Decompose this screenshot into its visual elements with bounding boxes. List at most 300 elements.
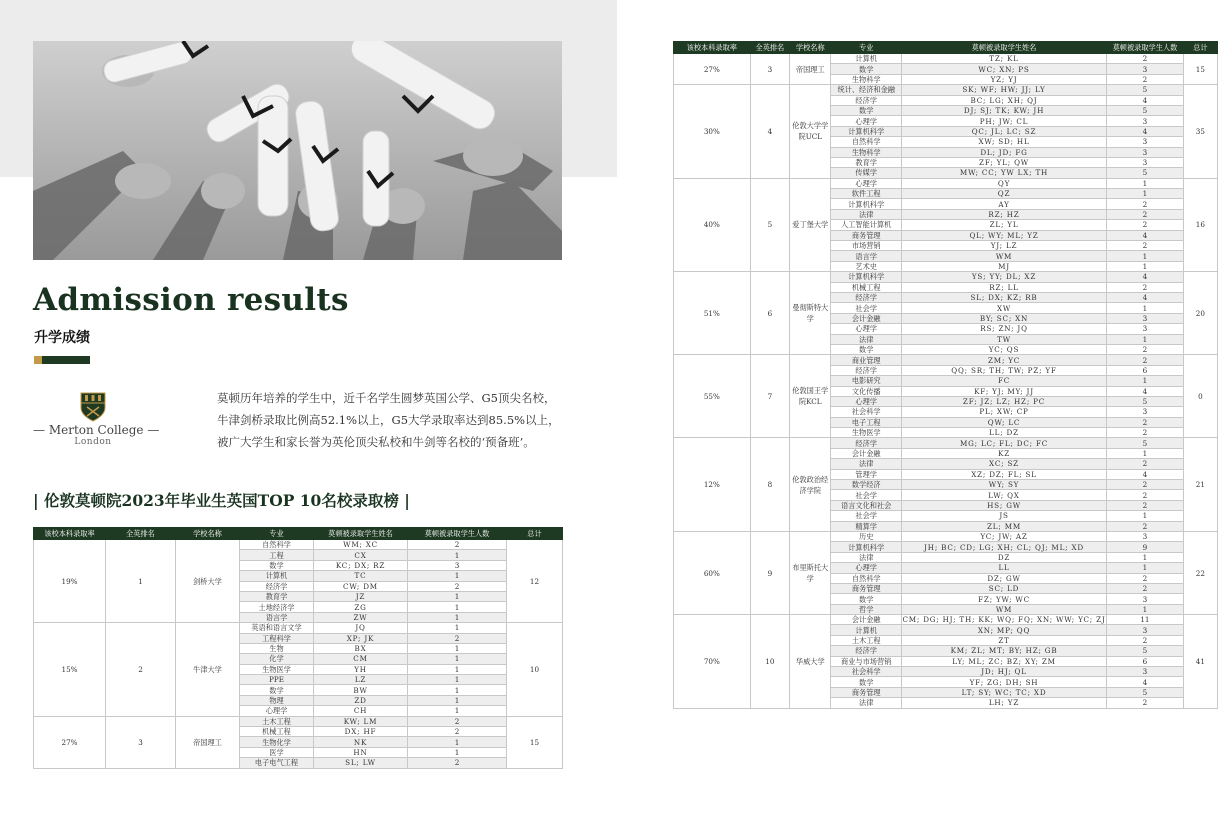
student-names-cell: SL; DX; KZ; RB	[901, 292, 1106, 302]
column-header: 莫顿被录取学生姓名	[314, 528, 408, 540]
school-rate-cell: 15%	[34, 623, 106, 717]
student-names-cell: RS; ZN; JQ	[901, 324, 1106, 334]
student-names-cell: LL; DZ	[901, 428, 1106, 438]
school-total-cell: 16	[1183, 178, 1217, 272]
student-names-cell: LZ	[314, 675, 408, 685]
student-count-cell: 1	[408, 550, 507, 560]
student-count-cell: 2	[408, 758, 507, 768]
column-header: 全英排名	[106, 528, 176, 540]
major-cell: 商务管理	[831, 230, 901, 240]
major-cell: 经济学	[831, 365, 901, 375]
major-cell: 法律	[831, 552, 901, 562]
student-count-cell: 3	[1107, 324, 1184, 334]
table-row	[34, 540, 563, 550]
school-school-cell: 布里斯托大学	[790, 531, 831, 614]
major-cell: 会计金融	[831, 615, 901, 625]
school-rate-cell: 51%	[674, 272, 751, 355]
major-cell: 教育学	[831, 157, 901, 167]
major-cell: PPE	[240, 675, 314, 685]
student-names-cell: ZF; JZ; LZ; HZ; PC	[901, 396, 1106, 406]
major-cell: 社会学	[831, 303, 901, 313]
student-count-cell: 2	[1107, 220, 1184, 230]
table-header-row	[34, 528, 563, 540]
student-count-cell: 1	[408, 706, 507, 716]
student-names-cell: BY; SC; XN	[901, 313, 1106, 323]
major-cell: 商务管理	[831, 583, 901, 593]
student-count-cell: 1	[1107, 376, 1184, 386]
school-rank-cell: 7	[750, 355, 789, 438]
major-cell: 化学	[240, 654, 314, 664]
student-names-cell: LH; YZ	[901, 698, 1106, 708]
school-rank-cell: 9	[750, 531, 789, 614]
school-rate-cell: 12%	[674, 438, 751, 532]
student-count-cell: 2	[1107, 459, 1184, 469]
student-count-cell: 2	[1107, 282, 1184, 292]
student-count-cell: 4	[1107, 292, 1184, 302]
student-count-cell: 1	[408, 612, 507, 622]
logo-name-text: Merton College	[48, 423, 144, 437]
table-body	[674, 54, 1218, 709]
major-cell: 数学	[831, 105, 901, 115]
student-count-cell: 5	[1107, 646, 1184, 656]
student-names-cell: MJ	[901, 261, 1106, 271]
table-row	[674, 438, 1218, 448]
column-header: 全英排名	[750, 42, 789, 54]
major-cell: 生物医学	[240, 664, 314, 674]
student-count-cell: 3	[408, 560, 507, 570]
student-count-cell: 1	[408, 747, 507, 757]
page-title: Admission results	[33, 282, 349, 318]
table-row	[674, 85, 1218, 95]
student-count-cell: 2	[1107, 635, 1184, 645]
student-count-cell: 3	[1107, 64, 1184, 74]
school-total-cell: 12	[507, 540, 563, 623]
student-names-cell: QQ; SR; TH; TW; PZ; YF	[901, 365, 1106, 375]
student-count-cell: 1	[1107, 189, 1184, 199]
column-header: 专业	[240, 528, 314, 540]
student-count-cell: 3	[1107, 625, 1184, 635]
student-names-cell: HS; GW	[901, 500, 1106, 510]
ranking-section-title: | 伦敦莫顿院2023年毕业生英国TOP 10名校录取榜 |	[33, 491, 410, 510]
student-names-cell: YC; QS	[901, 344, 1106, 354]
student-count-cell: 2	[1107, 209, 1184, 219]
student-count-cell: 1	[1107, 178, 1184, 188]
major-cell: 心理学	[240, 706, 314, 716]
student-names-cell: JQ	[314, 623, 408, 633]
school-rate-cell: 40%	[674, 178, 751, 272]
student-names-cell: PH; JW; CL	[901, 116, 1106, 126]
table-row	[674, 54, 1218, 64]
student-count-cell: 2	[1107, 54, 1184, 64]
student-count-cell: 2	[408, 716, 507, 726]
student-names-cell: RZ; HZ	[901, 209, 1106, 219]
major-cell: 语言学	[240, 612, 314, 622]
student-names-cell: FZ; YW; WC	[901, 594, 1106, 604]
major-cell: 经济学	[240, 581, 314, 591]
student-names-cell: WM	[901, 251, 1106, 261]
student-count-cell: 2	[1107, 355, 1184, 365]
major-cell: 数学	[831, 64, 901, 74]
student-count-cell: 1	[1107, 552, 1184, 562]
school-total-cell: 22	[1183, 531, 1217, 614]
student-names-cell: JD; HJ; QL	[901, 667, 1106, 677]
student-count-cell: 2	[408, 581, 507, 591]
major-cell: 教育学	[240, 591, 314, 601]
student-count-cell: 4	[1107, 95, 1184, 105]
school-rate-cell: 19%	[34, 540, 106, 623]
student-count-cell: 3	[1107, 594, 1184, 604]
student-names-cell: ZM; YC	[901, 355, 1106, 365]
student-names-cell: CM; DG; HJ; TH; KK; WQ; FQ; XN; WW; YC; ZJ	[902, 615, 1106, 625]
major-cell: 社会学	[831, 511, 901, 521]
logo-city: London	[74, 437, 112, 447]
student-names-cell: WC; XN; PS	[901, 64, 1106, 74]
student-count-cell: 1	[1107, 251, 1184, 261]
graduation-diplomas-photo	[33, 41, 562, 260]
major-cell: 会计金融	[831, 448, 901, 458]
student-count-cell: 2	[1107, 344, 1184, 354]
school-school-cell: 曼彻斯特大学	[790, 272, 831, 355]
student-names-cell: ZT	[901, 635, 1106, 645]
student-names-cell: LY; ML; ZC; BZ; XY; ZM	[901, 656, 1106, 666]
student-names-cell: BW	[314, 685, 408, 695]
column-header: 总计	[507, 528, 563, 540]
student-count-cell: 5	[1107, 168, 1184, 178]
student-names-cell: MG; LC; FL; DC; FC	[901, 438, 1106, 448]
major-cell: 会计金融	[831, 313, 901, 323]
student-names-cell: LT; SY; WC; TC; XD	[901, 687, 1106, 697]
student-names-cell: DZ	[901, 552, 1106, 562]
major-cell: 法律	[831, 698, 901, 708]
major-cell: 电子工程	[831, 417, 901, 427]
student-count-cell: 1	[408, 623, 507, 633]
student-count-cell: 2	[408, 727, 507, 737]
student-names-cell: CW; DM	[314, 581, 408, 591]
major-cell: 生物科学	[831, 74, 901, 84]
student-count-cell: 1	[408, 591, 507, 601]
school-total-cell: 0	[1183, 355, 1217, 438]
student-names-cell: AY	[901, 199, 1106, 209]
major-cell: 经济学	[831, 292, 901, 302]
student-names-cell: YH	[314, 664, 408, 674]
student-count-cell: 1	[408, 675, 507, 685]
major-cell: 商业管理	[831, 355, 901, 365]
major-cell: 自然科学	[240, 540, 314, 550]
student-names-cell: DJ; SJ; TK; KW; JH	[901, 105, 1106, 115]
student-names-cell: YC; JW; AZ	[901, 531, 1106, 541]
student-count-cell: 1	[408, 602, 507, 612]
major-cell: 数学	[831, 344, 901, 354]
student-names-cell: BC; LG; XH; QJ	[901, 95, 1106, 105]
student-names-cell: ZW	[314, 612, 408, 622]
major-cell: 心理学	[831, 563, 901, 573]
student-count-cell: 2	[1107, 428, 1184, 438]
school-rank-cell: 3	[106, 716, 176, 768]
major-cell: 经济学	[831, 438, 901, 448]
school-total-cell: 35	[1183, 85, 1217, 179]
major-cell: 语言学	[831, 251, 901, 261]
student-count-cell: 2	[1107, 698, 1184, 708]
student-names-cell: BX	[314, 643, 408, 653]
student-count-cell: 1	[1107, 448, 1184, 458]
student-count-cell: 1	[1107, 511, 1184, 521]
school-rank-cell: 5	[750, 178, 789, 272]
major-cell: 数学	[831, 677, 901, 687]
column-header: 总计	[1183, 42, 1217, 54]
student-count-cell: 2	[1107, 521, 1184, 531]
school-total-cell: 10	[507, 623, 563, 717]
school-total-cell: 41	[1183, 615, 1217, 709]
major-cell: 土木工程	[240, 716, 314, 726]
student-names-cell: KZ	[901, 448, 1106, 458]
student-count-cell: 1	[1107, 334, 1184, 344]
major-cell: 自然科学	[831, 573, 901, 583]
major-cell: 计算机科学	[831, 272, 901, 282]
student-count-cell: 3	[1107, 157, 1184, 167]
school-total-cell: 15	[507, 716, 563, 768]
school-rate-cell: 60%	[674, 531, 751, 614]
accent-gold-block	[34, 356, 42, 364]
student-names-cell: DZ; GW	[901, 573, 1106, 583]
student-names-cell: XZ; DZ; FL; SL	[901, 469, 1106, 479]
student-names-cell: LW; QX	[901, 490, 1106, 500]
student-names-cell: XW; SD; HL	[901, 137, 1106, 147]
student-names-cell: CH	[314, 706, 408, 716]
table-header-row	[674, 42, 1218, 54]
admissions-table-left	[33, 527, 563, 769]
major-cell: 社会科学	[831, 667, 901, 677]
table-body	[34, 540, 563, 769]
student-names-cell: WM; XC	[314, 540, 408, 550]
accent-bar	[34, 356, 90, 364]
major-cell: 计算机科学	[831, 199, 901, 209]
student-names-cell: ZF; YL; QW	[901, 157, 1106, 167]
column-header: 专业	[831, 42, 901, 54]
table-row	[34, 623, 563, 633]
school-rate-cell: 30%	[674, 85, 751, 179]
student-count-cell: 2	[408, 540, 507, 550]
school-rank-cell: 1	[106, 540, 176, 623]
school-school-cell: 伦敦大学学院UCL	[790, 85, 831, 179]
student-names-cell: SL; LW	[314, 758, 408, 768]
major-cell: 心理学	[831, 116, 901, 126]
major-cell: 心理学	[831, 396, 901, 406]
major-cell: 社会科学	[831, 407, 901, 417]
student-count-cell: 1	[1107, 604, 1184, 614]
admissions-table-right	[673, 41, 1218, 709]
column-header: 莫顿被录取学生人数	[1107, 42, 1184, 54]
major-cell: 生物	[240, 643, 314, 653]
student-count-cell: 2	[1107, 480, 1184, 490]
student-count-cell: 6	[1107, 365, 1184, 375]
student-names-cell: QY	[901, 178, 1106, 188]
student-count-cell: 2	[408, 633, 507, 643]
student-count-cell: 2	[1107, 241, 1184, 251]
student-count-cell: 3	[1107, 116, 1184, 126]
column-header: 该校本科录取率	[34, 528, 106, 540]
student-names-cell: CM	[314, 654, 408, 664]
student-names-cell: KC; DX; RZ	[314, 560, 408, 570]
major-cell: 土木工程	[831, 635, 901, 645]
student-count-cell: 11	[1107, 615, 1184, 625]
major-cell: 人工智能计算机	[831, 220, 901, 230]
student-names-cell: JH; BC; CD; LG; XH; CL; QJ; ML; XD	[901, 542, 1106, 552]
major-cell: 传媒学	[831, 168, 901, 178]
school-school-cell: 帝国理工	[790, 54, 831, 85]
student-count-cell: 9	[1107, 542, 1184, 552]
student-names-cell: QZ	[901, 189, 1106, 199]
major-cell: 心理学	[831, 324, 901, 334]
student-names-cell: WM	[901, 604, 1106, 614]
column-header: 学校名称	[176, 528, 240, 540]
student-names-cell: WY; SY	[901, 480, 1106, 490]
student-names-cell: JZ	[314, 591, 408, 601]
student-names-cell: TW	[901, 334, 1106, 344]
student-names-cell: XN; MP; QQ	[901, 625, 1106, 635]
major-cell: 机械工程	[831, 282, 901, 292]
column-header: 学校名称	[790, 42, 831, 54]
student-count-cell: 5	[1107, 687, 1184, 697]
major-cell: 计算机	[831, 625, 901, 635]
major-cell: 生物科学	[831, 147, 901, 157]
school-school-cell: 爱丁堡大学	[790, 178, 831, 272]
major-cell: 英语和语言文学	[240, 623, 314, 633]
student-names-cell: PL; XW; CP	[901, 407, 1106, 417]
student-names-cell: KF; YJ; MY; JJ	[901, 386, 1106, 396]
student-names-cell: MW; CC; YW LX; TH	[901, 168, 1106, 178]
major-cell: 计算机科学	[831, 126, 901, 136]
student-names-cell: SK; WF; HW; JJ; LY	[901, 85, 1106, 95]
table-row	[674, 272, 1218, 282]
school-rate-cell: 70%	[674, 615, 751, 709]
student-names-cell: ZG	[314, 602, 408, 612]
major-cell: 精算学	[831, 521, 901, 531]
student-names-cell: RZ; LL	[901, 282, 1106, 292]
student-count-cell: 4	[1107, 272, 1184, 282]
school-rank-cell: 3	[750, 54, 789, 85]
student-names-cell: ZL; MM	[901, 521, 1106, 531]
school-rate-cell: 27%	[674, 54, 751, 85]
student-names-cell: FC	[901, 376, 1106, 386]
student-names-cell: DL; JD; FG	[901, 147, 1106, 157]
major-cell: 经济学	[831, 646, 901, 656]
school-school-cell: 伦敦政治经济学院	[790, 438, 831, 532]
school-school-cell: 帝国理工	[176, 716, 240, 768]
student-count-cell: 4	[1107, 126, 1184, 136]
student-names-cell: LL	[901, 563, 1106, 573]
student-count-cell: 4	[1107, 230, 1184, 240]
major-cell: 统计、经济和金融	[831, 85, 901, 95]
column-header: 莫顿被录取学生人数	[408, 528, 507, 540]
major-cell: 土地经济学	[240, 602, 314, 612]
major-cell: 商务管理	[831, 687, 901, 697]
accent-green-block	[42, 356, 90, 364]
major-cell: 文化传播	[831, 386, 901, 396]
school-rank-cell: 4	[750, 85, 789, 179]
student-count-cell: 3	[1107, 147, 1184, 157]
school-school-cell: 华威大学	[790, 615, 831, 709]
major-cell: 电影研究	[831, 376, 901, 386]
student-count-cell: 5	[1107, 105, 1184, 115]
page-subtitle: 升学成绩	[34, 330, 90, 346]
student-count-cell: 3	[1107, 313, 1184, 323]
school-rate-cell: 27%	[34, 716, 106, 768]
major-cell: 自然科学	[831, 137, 901, 147]
major-cell: 语言文化和社会	[831, 500, 901, 510]
logo-college-name: — Merton College —	[33, 423, 160, 437]
student-count-cell: 5	[1107, 438, 1184, 448]
major-cell: 计算机科学	[831, 542, 901, 552]
student-count-cell: 4	[1107, 386, 1184, 396]
table-row	[674, 178, 1218, 188]
student-names-cell: YJ; LZ	[901, 241, 1106, 251]
major-cell: 管理学	[831, 469, 901, 479]
major-cell: 数学	[240, 685, 314, 695]
student-count-cell: 5	[1107, 85, 1184, 95]
student-count-cell: 6	[1107, 656, 1184, 666]
merton-college-logo	[33, 392, 160, 452]
school-school-cell: 牛津大学	[176, 623, 240, 717]
major-cell: 艺术史	[831, 261, 901, 271]
student-names-cell: KW; LM	[314, 716, 408, 726]
student-names-cell: TZ; KL	[901, 54, 1106, 64]
student-count-cell: 5	[1107, 396, 1184, 406]
major-cell: 物理	[240, 695, 314, 705]
major-cell: 软件工程	[831, 189, 901, 199]
student-names-cell: HN	[314, 747, 408, 757]
student-count-cell: 2	[1107, 417, 1184, 427]
table-row	[674, 531, 1218, 541]
student-count-cell: 2	[1107, 490, 1184, 500]
school-rank-cell: 8	[750, 438, 789, 532]
school-rank-cell: 6	[750, 272, 789, 355]
student-names-cell: KM; ZL; MT; BY; HZ; GB	[901, 646, 1106, 656]
student-names-cell: TC	[314, 571, 408, 581]
student-names-cell: QW; LC	[901, 417, 1106, 427]
student-names-cell: ZL; YL	[901, 220, 1106, 230]
major-cell: 法律	[831, 334, 901, 344]
student-count-cell: 3	[1107, 667, 1184, 677]
student-count-cell: 1	[1107, 303, 1184, 313]
student-count-cell: 4	[1107, 677, 1184, 687]
column-header: 莫顿被录取学生姓名	[901, 42, 1106, 54]
table-row	[34, 716, 563, 726]
school-total-cell: 21	[1183, 438, 1217, 532]
major-cell: 机械工程	[240, 727, 314, 737]
student-names-cell: QL; WY; ML; YZ	[901, 230, 1106, 240]
student-count-cell: 4	[1107, 469, 1184, 479]
table-row	[674, 355, 1218, 365]
student-names-cell: YS; YY; DL; XZ	[901, 272, 1106, 282]
student-count-cell: 1	[1107, 261, 1184, 271]
school-school-cell: 剑桥大学	[176, 540, 240, 623]
major-cell: 历史	[831, 531, 901, 541]
student-count-cell: 2	[1107, 74, 1184, 84]
student-count-cell: 1	[408, 643, 507, 653]
major-cell: 生物医学	[831, 428, 901, 438]
student-count-cell: 2	[1107, 500, 1184, 510]
student-count-cell: 1	[408, 664, 507, 674]
major-cell: 电子电气工程	[240, 758, 314, 768]
student-count-cell: 2	[1107, 583, 1184, 593]
student-names-cell: QC; JL; LC; SZ	[901, 126, 1106, 136]
major-cell: 医学	[240, 747, 314, 757]
student-count-cell: 1	[408, 571, 507, 581]
major-cell: 工程科学	[240, 633, 314, 643]
school-rank-cell: 10	[750, 615, 789, 709]
student-count-cell: 3	[1107, 531, 1184, 541]
student-count-cell: 3	[1107, 137, 1184, 147]
